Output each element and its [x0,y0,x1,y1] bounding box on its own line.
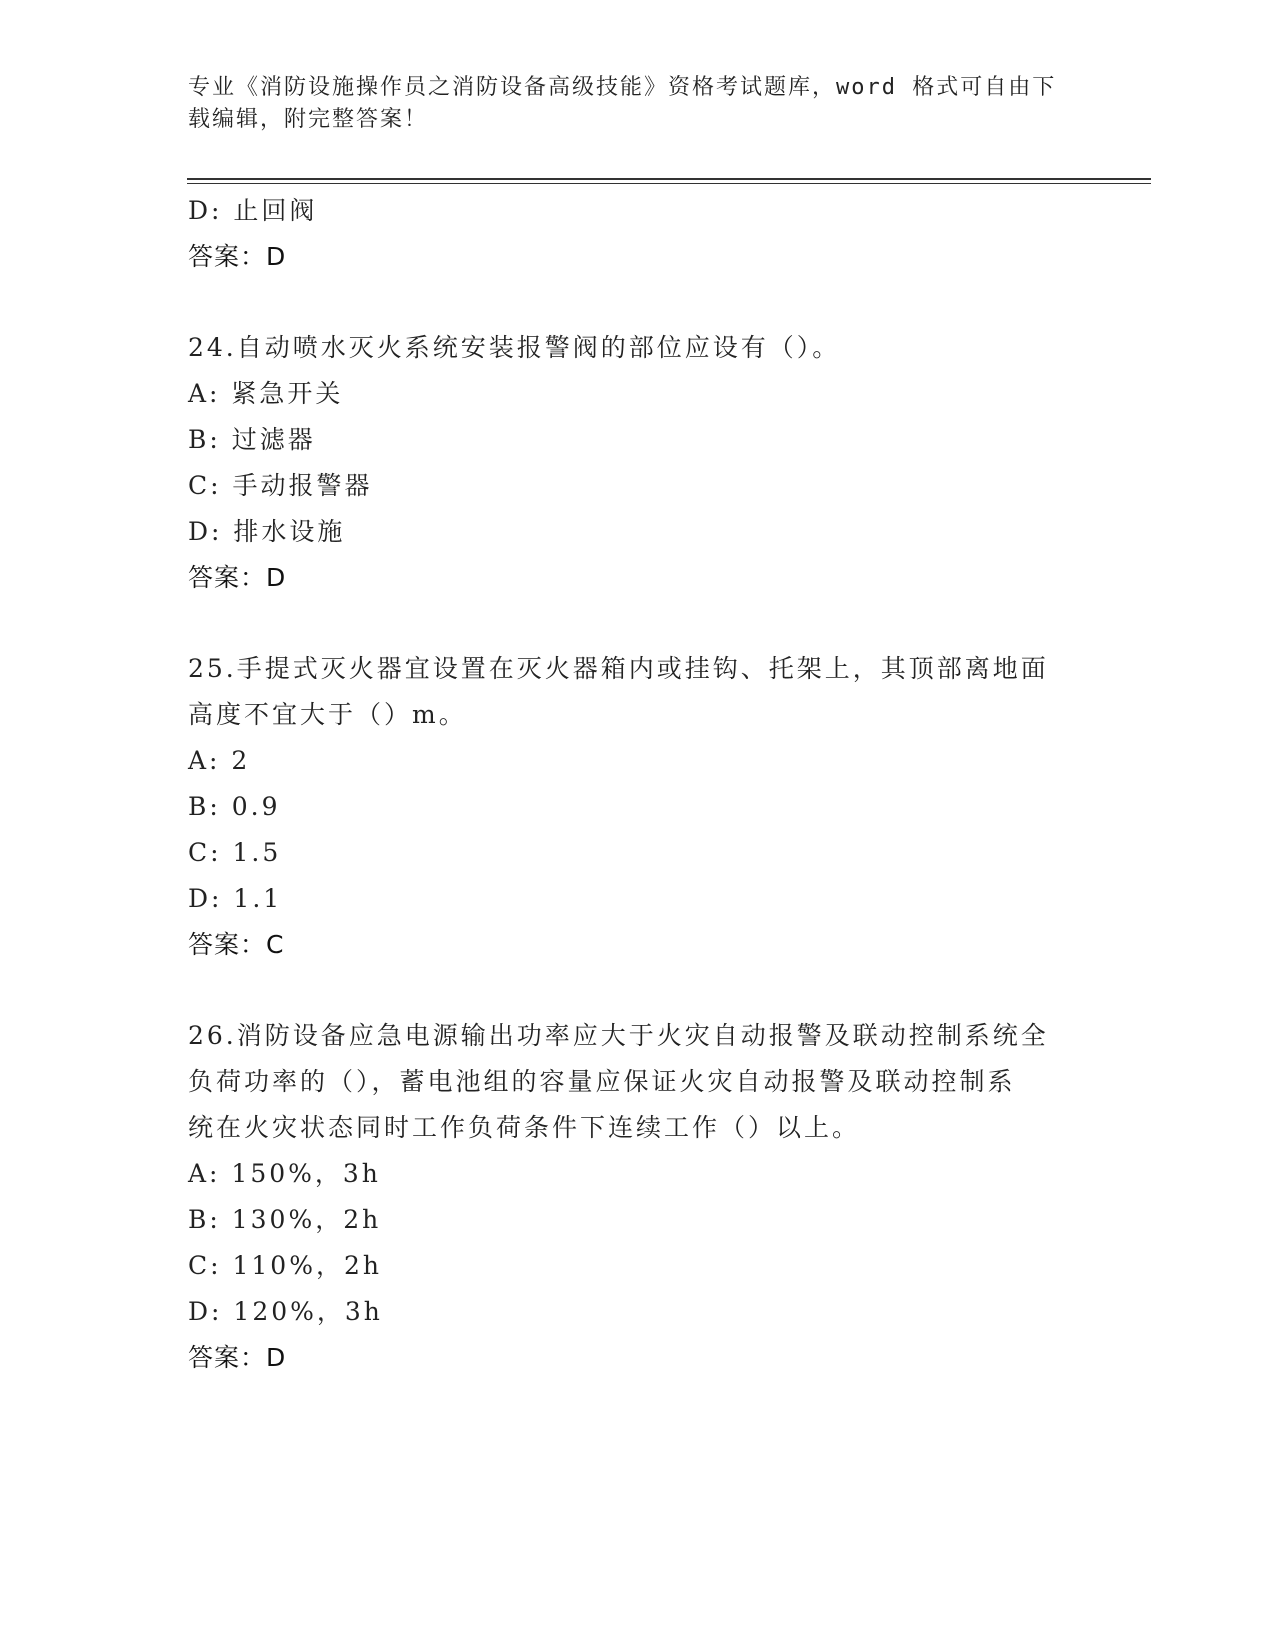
document-body [188,188,1088,1381]
spacer [188,601,1088,646]
question-stem-line: 高度不宜大于（）m。 [188,700,467,729]
answer-line: 答案：D [188,1343,287,1372]
question-stem-line: 统在火灾状态同时工作负荷条件下连续工作（）以上。 [188,1113,861,1142]
header-divider-thin [187,183,1151,184]
option-b: B: 过滤器 [188,425,316,454]
header-divider-thick [187,178,1151,180]
question-24 [188,325,1088,601]
option-c: C: 手动报警器 [188,471,373,500]
option-b: B: 130%，2h [188,1205,382,1234]
document-header [188,72,1088,136]
question-25 [188,646,1088,968]
header-line-2: 载编辑，附完整答案！ [188,107,429,132]
option-c: C: 1.5 [188,838,282,867]
question-stem-line: 24.自动喷水灭火系统安装报警阀的部位应设有（）。 [188,333,841,362]
question-stem-line: 26.消防设备应急电源输出功率应大于火灾自动报警及联动控制系统全 [188,1021,1049,1050]
option-a: A: 紧急开关 [188,379,344,408]
question-stem-line: 25.手提式灭火器宜设置在灭火器箱内或挂钩、托架上，其顶部离地面 [188,654,1049,683]
option-d: D: 120%，3h [188,1297,383,1326]
answer-line: 答案：C [188,930,285,959]
option-a: A: 2 [188,746,251,775]
option-b: B: 0.9 [188,792,281,821]
spacer [188,280,1088,325]
option-a: A: 150%，3h [188,1159,381,1188]
answer-line: 答案：D [188,563,287,592]
option-d: D: 止回阀 [188,196,318,225]
option-d: D: 1.1 [188,884,283,913]
previous-question-tail [188,188,1088,280]
answer-line: 答案：D [188,242,287,271]
question-stem-line: 负荷功率的（），蓄电池组的容量应保证火灾自动报警及联动控制系 [188,1067,1016,1096]
spacer [188,968,1088,1013]
header-line-1: 专业《消防设施操作员之消防设备高级技能》资格考试题库，word 格式可自由下 [188,75,1057,100]
option-d: D: 排水设施 [188,517,346,546]
question-26 [188,1013,1088,1381]
option-c: C: 110%，2h [188,1251,382,1280]
